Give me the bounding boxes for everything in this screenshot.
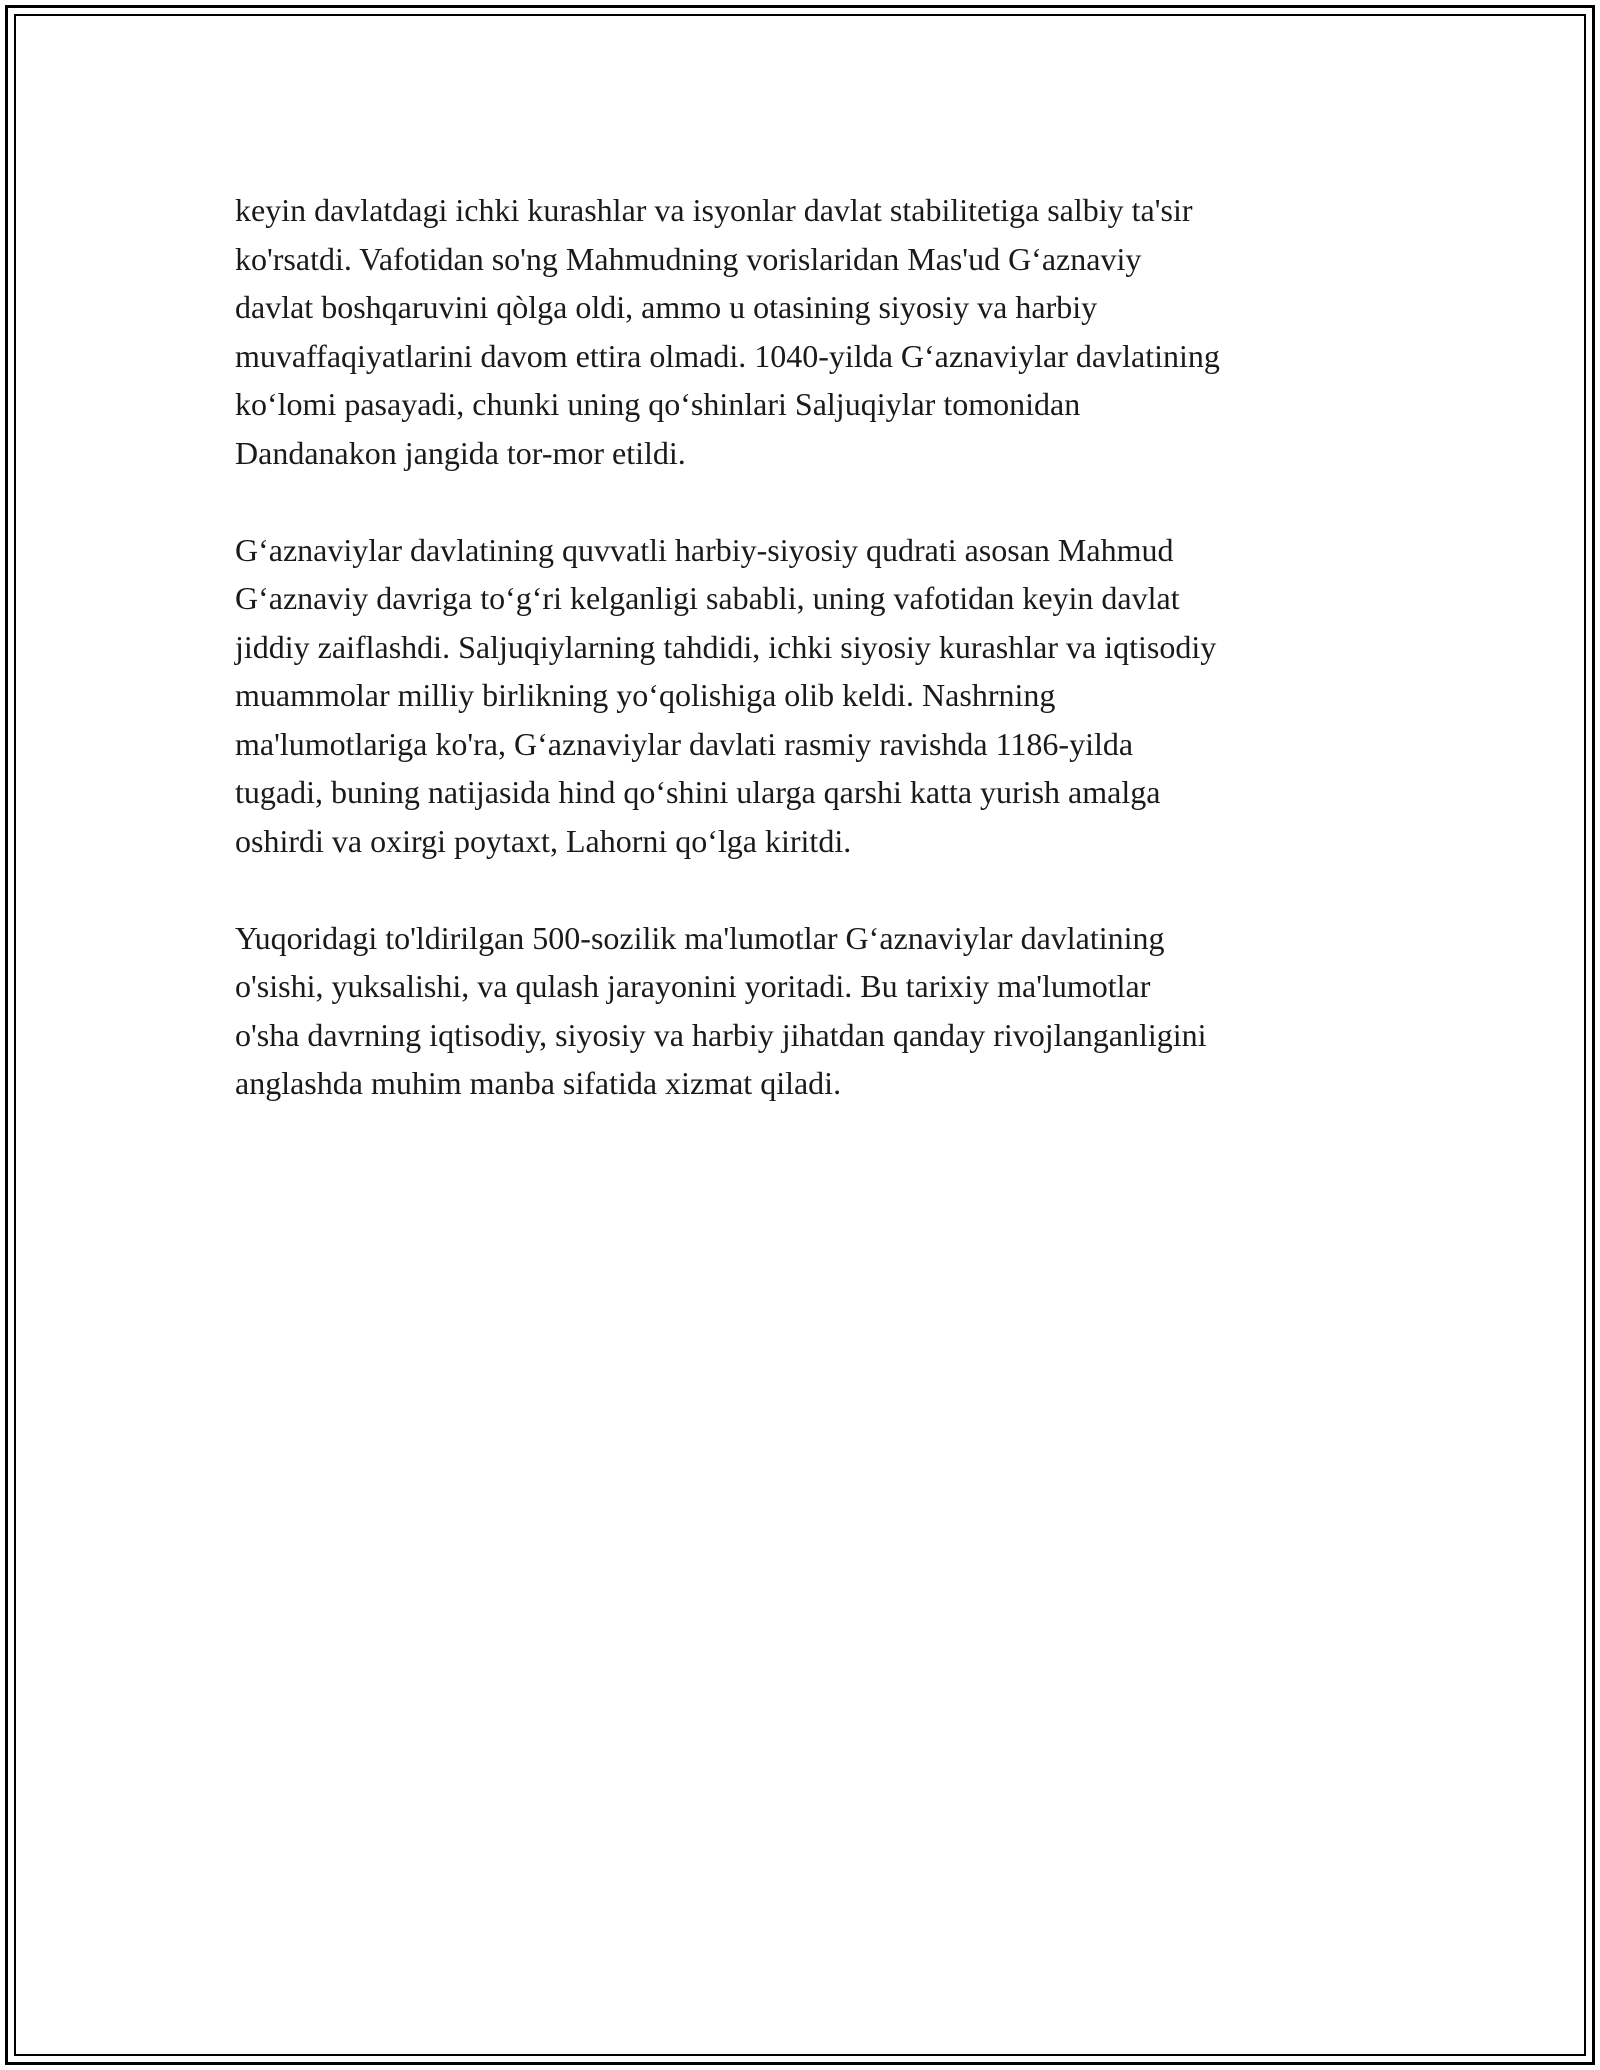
text-line: Yuqoridagi to'ldirilgan 500-sozilik ma'lumotlar G‘aznaviylar davlatining [235,919,1165,956]
text-line: ma'lumotlariga ko'ra, G‘aznaviylar davlati rasmiy ravishda 1186-yilda [235,725,1134,762]
text-line: anglashda muhim manba sifatida xizmat qiladi. [235,1065,842,1101]
text-line: muammolar milliy birlikning yo‘qolishiga olib keldi. Nashrning [235,677,1056,713]
text-line: G‘aznaviylar davlatining quvvatli harbiy-siyosiy qudrati asosan Mahmud [235,531,1174,568]
paragraph-1 [235,186,1385,477]
document-body [235,186,1385,1156]
paragraph-2 [235,526,1385,866]
text-line: jiddiy zaiflashdi. Saljuqiylarning tahdidi, ichki siyosiy kurashlar va iqtisodiy [235,628,1217,665]
text-line: Dandanakon jangida tor-mor etildi. [235,434,686,471]
paragraph-3 [235,914,1385,1108]
text-line: ko'rsatdi. Vafotidan so'ng Mahmudning vorislaridan Mas'ud G‘aznaviy [235,240,1142,277]
text-line: ko‘lomi pasayadi, chunki uning qo‘shinlari Saljuqiylar tomonidan [235,386,1081,422]
text-line: o'sishi, yuksalishi, va qulash jarayonini yoritadi. Bu tarixiy ma'lumotlar [235,968,1151,1004]
text-line: G‘aznaviy davriga to‘g‘ri kelganligi sababli, uning vafotidan keyin davlat [235,580,1180,616]
text-line: davlat boshqaruvini qòlga oldi, ammo u otasining siyosiy va harbiy [235,289,1098,325]
text-line: keyin davlatdagi ichki kurashlar va isyonlar davlat stabilitetiga salbiy ta'sir [235,192,1193,228]
text-line: oshirdi va oxirgi poytaxt, Lahorni qo‘lga kiritdi. [235,822,852,859]
text-line: o'sha davrning iqtisodiy, siyosiy va harbiy jihatdan qanday rivojlanganligini [235,1016,1207,1053]
text-line: tugadi, buning natijasida hind qo‘shini ularga qarshi katta yurish amalga [235,774,1161,810]
text-line: muvaffaqiyatlarini davom ettira olmadi. 1040-yilda G‘aznaviylar davlatining [235,337,1220,374]
